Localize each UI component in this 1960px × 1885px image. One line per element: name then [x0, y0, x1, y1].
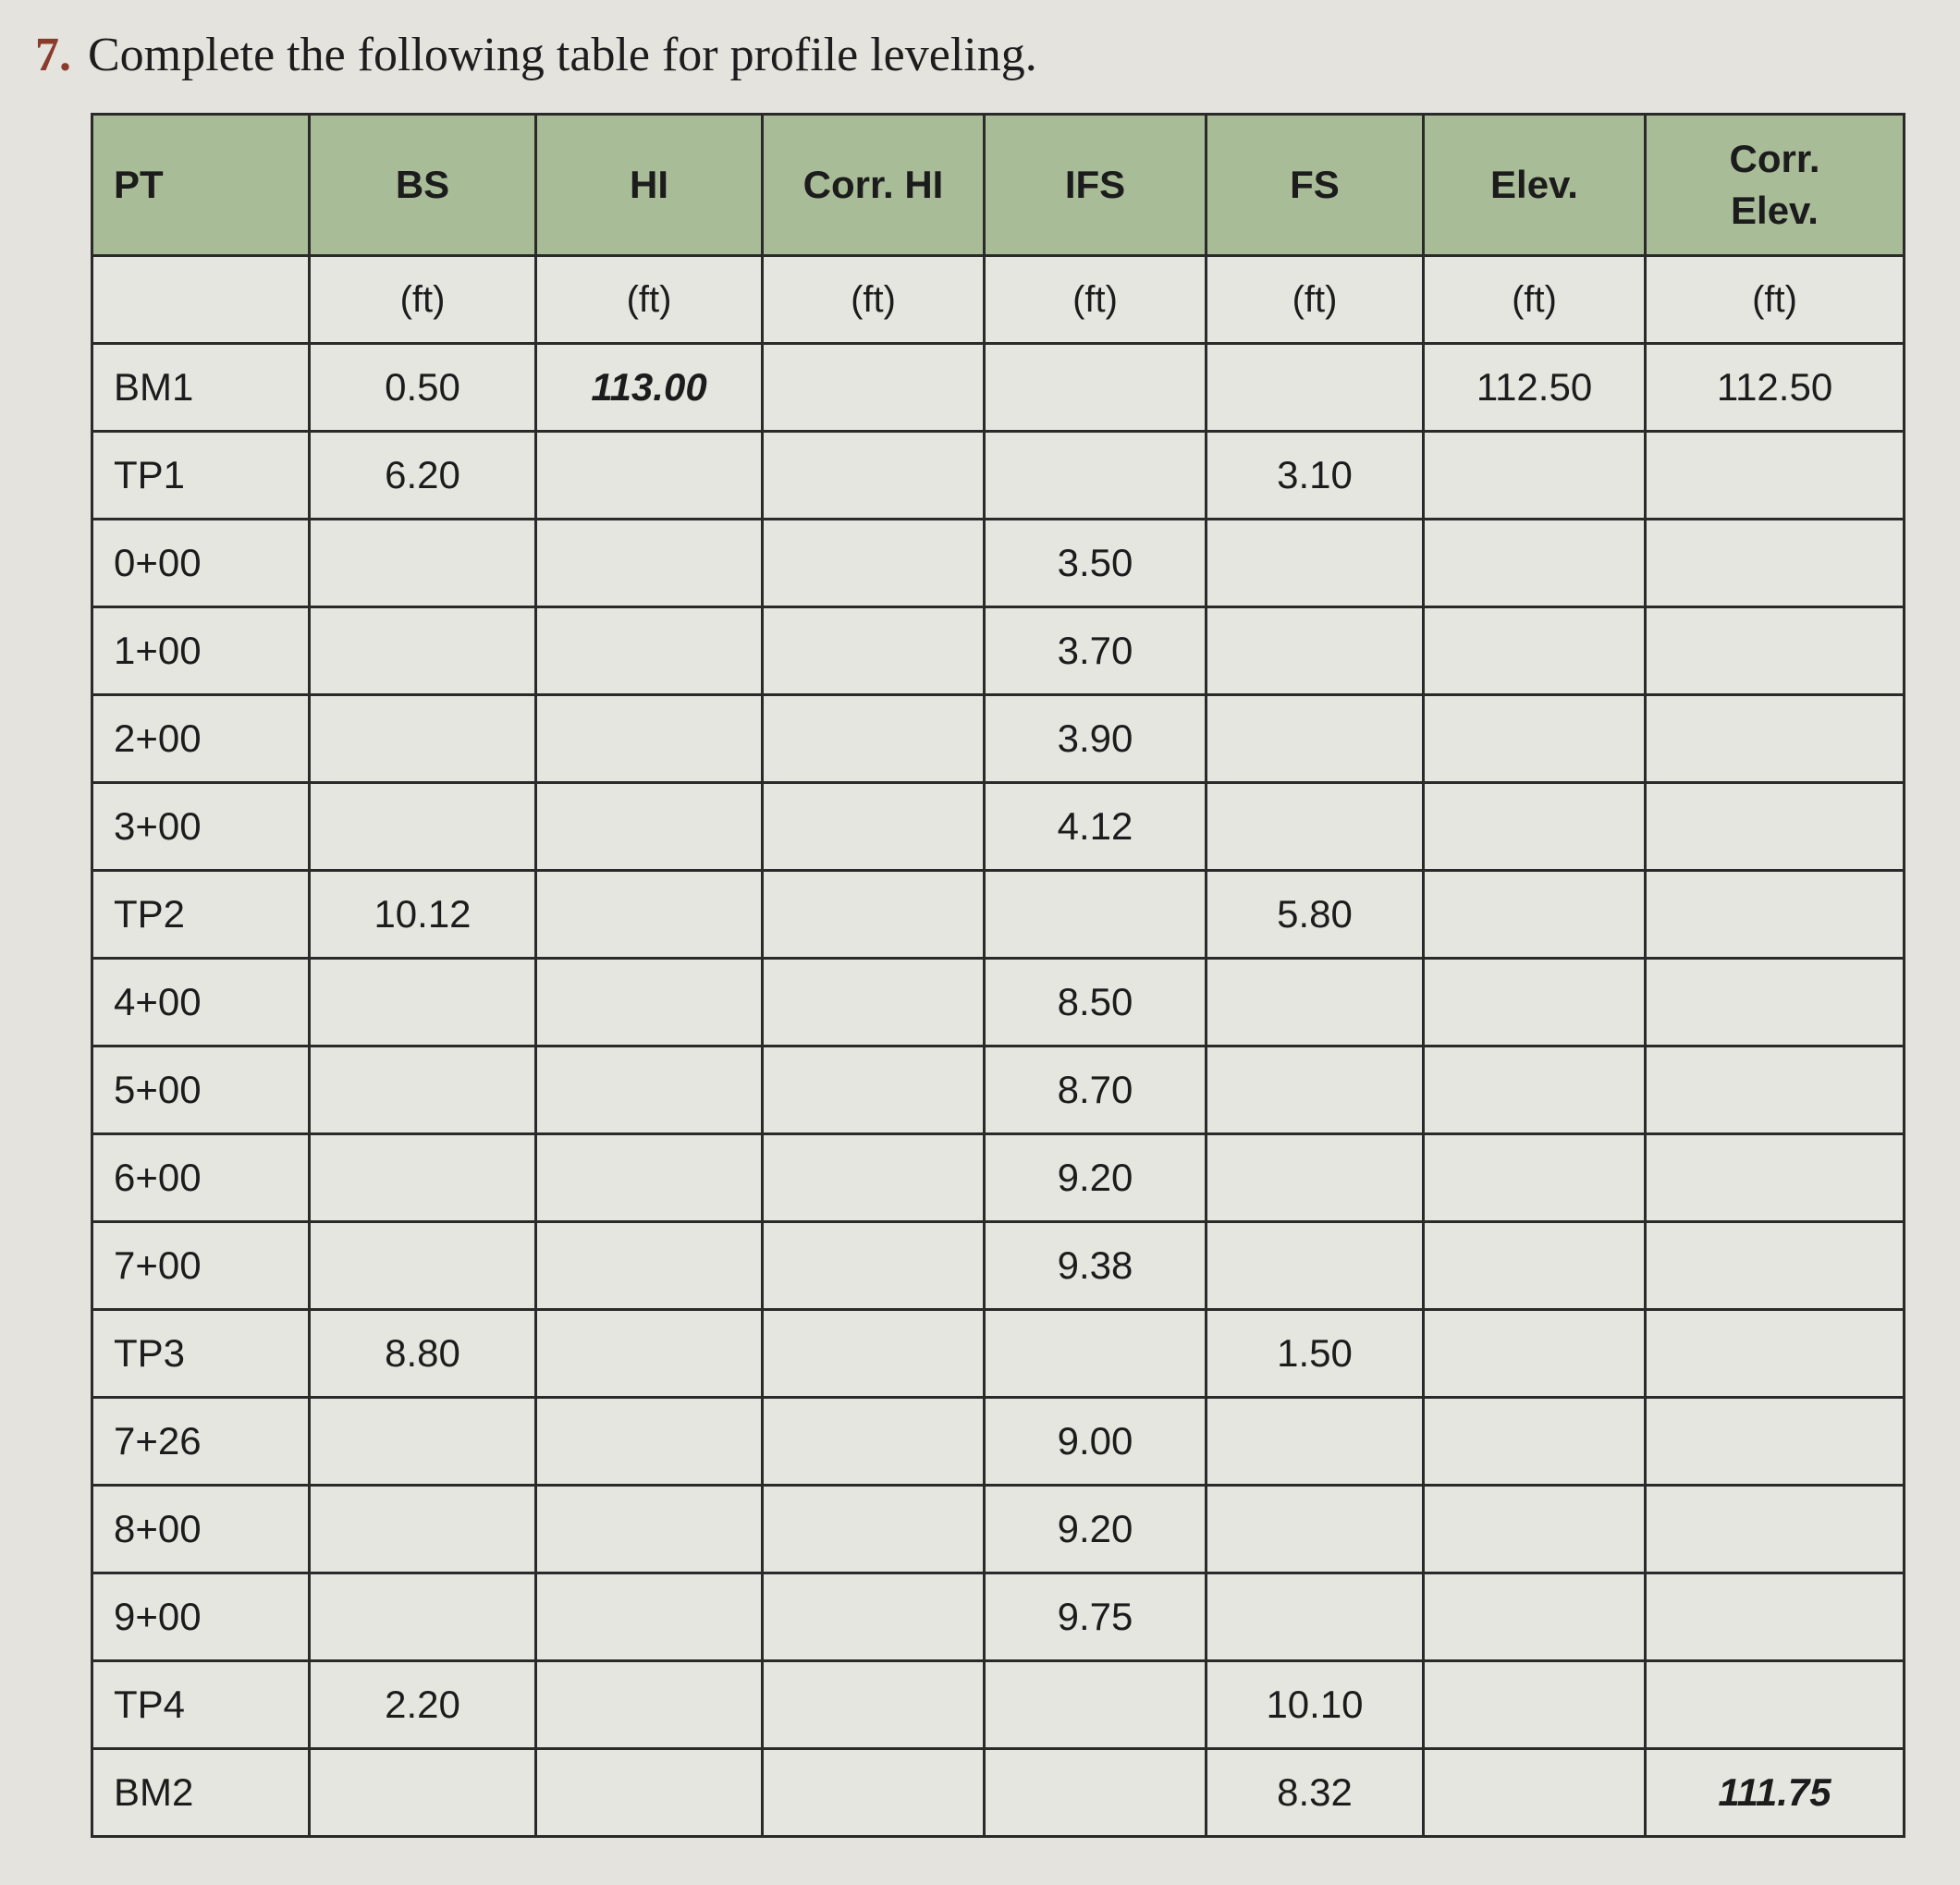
unit-label [92, 256, 310, 344]
table-cell: 10.10 [1207, 1661, 1424, 1749]
table-cell [536, 1486, 763, 1573]
column-header-ifs: IFS [985, 115, 1207, 256]
table-row [92, 1486, 1905, 1573]
table-cell [763, 959, 985, 1047]
table-cell [1646, 1573, 1905, 1661]
column-header-hi: HI [536, 115, 763, 256]
table-cell [1424, 783, 1646, 871]
table-cell [1207, 959, 1424, 1047]
table-cell [1646, 607, 1905, 695]
table-body [92, 344, 1905, 1837]
table-cell [1207, 344, 1424, 432]
table-cell: 112.50 [1646, 344, 1905, 432]
question-heading [35, 28, 1037, 82]
table-cell: 113.00 [536, 344, 763, 432]
point-label-cell: 8+00 [92, 1486, 310, 1573]
table-cell: 9.00 [985, 1398, 1207, 1486]
table-cell [536, 607, 763, 695]
table-cell [1207, 695, 1424, 783]
table-row [92, 1661, 1905, 1749]
table-row [92, 520, 1905, 607]
table-cell [763, 1047, 985, 1134]
table-cell [1424, 695, 1646, 783]
table-cell [1646, 1222, 1905, 1310]
table-cell [1424, 1486, 1646, 1573]
table-cell [1424, 520, 1646, 607]
point-label-cell: 9+00 [92, 1573, 310, 1661]
table-cell [310, 783, 536, 871]
table-cell: 9.20 [985, 1134, 1207, 1222]
table-cell [310, 695, 536, 783]
table-cell [536, 695, 763, 783]
table-cell [310, 1222, 536, 1310]
table-row [92, 783, 1905, 871]
table-cell [1424, 432, 1646, 520]
table-cell [1207, 1134, 1424, 1222]
table-cell [763, 871, 985, 959]
table-row [92, 1573, 1905, 1661]
point-label-cell: 3+00 [92, 783, 310, 871]
table-cell [763, 520, 985, 607]
table-row [92, 1134, 1905, 1222]
table-cell [1646, 959, 1905, 1047]
table-row [92, 1398, 1905, 1486]
table-cell [763, 1310, 985, 1398]
point-label-cell: TP2 [92, 871, 310, 959]
point-label-cell: BM2 [92, 1749, 310, 1837]
table-cell [536, 1134, 763, 1222]
unit-label: (ft) [1424, 256, 1646, 344]
point-label-cell: 2+00 [92, 695, 310, 783]
table-cell [1424, 1661, 1646, 1749]
table-cell [310, 1749, 536, 1837]
point-label-cell: 0+00 [92, 520, 310, 607]
table-cell [1646, 1134, 1905, 1222]
profile-leveling-table [91, 113, 1905, 1838]
unit-label: (ft) [310, 256, 536, 344]
table-cell [536, 1310, 763, 1398]
table-cell [1207, 607, 1424, 695]
table-cell [536, 1573, 763, 1661]
table-cell [536, 783, 763, 871]
table-row [92, 1047, 1905, 1134]
table-cell: 112.50 [1424, 344, 1646, 432]
question-number: 7. [35, 29, 71, 81]
table-cell: 8.50 [985, 959, 1207, 1047]
point-label-cell: BM1 [92, 344, 310, 432]
table-cell [310, 959, 536, 1047]
table-cell: 0.50 [310, 344, 536, 432]
table-cell [1424, 1047, 1646, 1134]
table-row [92, 432, 1905, 520]
table-cell [1646, 1310, 1905, 1398]
table-cell [1646, 1486, 1905, 1573]
table-cell [536, 871, 763, 959]
column-header-pt: PT [92, 115, 310, 256]
table-cell [310, 1047, 536, 1134]
table-cell [1646, 520, 1905, 607]
table-cell [763, 1749, 985, 1837]
point-label-cell: TP3 [92, 1310, 310, 1398]
table-cell [763, 1398, 985, 1486]
table-cell: 4.12 [985, 783, 1207, 871]
table-cell [1646, 695, 1905, 783]
table-cell [985, 871, 1207, 959]
header-row [92, 115, 1905, 256]
table-cell [985, 1749, 1207, 1837]
table-cell [1207, 1398, 1424, 1486]
table-row [92, 1749, 1905, 1837]
table-cell [1424, 1310, 1646, 1398]
table-cell: 9.20 [985, 1486, 1207, 1573]
table-cell [1424, 1222, 1646, 1310]
table-row [92, 1310, 1905, 1398]
table-cell [536, 432, 763, 520]
table-cell: 2.20 [310, 1661, 536, 1749]
table-cell [1646, 871, 1905, 959]
table-cell [1424, 1398, 1646, 1486]
table-cell [310, 607, 536, 695]
table-cell [763, 695, 985, 783]
table-cell [1424, 871, 1646, 959]
table-row [92, 695, 1905, 783]
point-label-cell: 1+00 [92, 607, 310, 695]
table-cell [1646, 432, 1905, 520]
point-label-cell: TP4 [92, 1661, 310, 1749]
table-cell [985, 1310, 1207, 1398]
table-cell [536, 1661, 763, 1749]
table-cell [536, 520, 763, 607]
table-cell: 3.50 [985, 520, 1207, 607]
table-cell [1646, 783, 1905, 871]
table-cell [763, 607, 985, 695]
column-header-corr-hi: Corr. HI [763, 115, 985, 256]
table-row [92, 959, 1905, 1047]
table-cell [1424, 1573, 1646, 1661]
table-cell [763, 1573, 985, 1661]
table-cell: 10.12 [310, 871, 536, 959]
table-cell [310, 1134, 536, 1222]
unit-label: (ft) [763, 256, 985, 344]
table-cell [1207, 783, 1424, 871]
column-header-corr-elev: Corr. Elev. [1646, 115, 1905, 256]
table-cell [310, 1573, 536, 1661]
unit-label: (ft) [536, 256, 763, 344]
point-label-cell: 6+00 [92, 1134, 310, 1222]
table-cell: 9.75 [985, 1573, 1207, 1661]
table-cell [536, 1749, 763, 1837]
question-text: Complete the following table for profile leveling. [88, 29, 1037, 81]
table-cell [310, 1398, 536, 1486]
table-cell [1424, 607, 1646, 695]
table-cell [1424, 1749, 1646, 1837]
table-cell: 111.75 [1646, 1749, 1905, 1837]
column-header-fs: FS [1207, 115, 1424, 256]
table-cell [536, 1398, 763, 1486]
column-header-bs: BS [310, 115, 536, 256]
table-cell: 8.32 [1207, 1749, 1424, 1837]
point-label-cell: TP1 [92, 432, 310, 520]
table-row [92, 871, 1905, 959]
table-cell [763, 1661, 985, 1749]
table-row [92, 607, 1905, 695]
table-cell [985, 432, 1207, 520]
table-cell [763, 344, 985, 432]
table-cell [1207, 1573, 1424, 1661]
point-label-cell: 4+00 [92, 959, 310, 1047]
table-cell [1646, 1398, 1905, 1486]
table-cell: 6.20 [310, 432, 536, 520]
table-cell [310, 1486, 536, 1573]
table-cell [1424, 959, 1646, 1047]
table-cell [1646, 1661, 1905, 1749]
table-cell [536, 959, 763, 1047]
table-cell [763, 1486, 985, 1573]
table-cell [1646, 1047, 1905, 1134]
point-label-cell: 7+00 [92, 1222, 310, 1310]
table-cell [310, 520, 536, 607]
table-cell: 3.10 [1207, 432, 1424, 520]
table-cell [763, 432, 985, 520]
table-cell: 3.70 [985, 607, 1207, 695]
table-cell [536, 1222, 763, 1310]
table-cell [763, 1134, 985, 1222]
table-cell: 8.70 [985, 1047, 1207, 1134]
table-cell [1207, 1047, 1424, 1134]
table-cell [1207, 1486, 1424, 1573]
units-row [92, 256, 1905, 344]
table-row [92, 344, 1905, 432]
unit-label: (ft) [1207, 256, 1424, 344]
point-label-cell: 7+26 [92, 1398, 310, 1486]
unit-label: (ft) [985, 256, 1207, 344]
table-cell [1207, 1222, 1424, 1310]
table-cell: 5.80 [1207, 871, 1424, 959]
table-cell [985, 344, 1207, 432]
table-cell: 3.90 [985, 695, 1207, 783]
column-header-elev: Elev. [1424, 115, 1646, 256]
table-cell [536, 1047, 763, 1134]
table-cell [985, 1661, 1207, 1749]
table-cell [1424, 1134, 1646, 1222]
point-label-cell: 5+00 [92, 1047, 310, 1134]
table-cell: 9.38 [985, 1222, 1207, 1310]
table-row [92, 1222, 1905, 1310]
unit-label: (ft) [1646, 256, 1905, 344]
table-cell [763, 1222, 985, 1310]
table-cell: 1.50 [1207, 1310, 1424, 1398]
table-cell [763, 783, 985, 871]
table-cell: 8.80 [310, 1310, 536, 1398]
table-cell [1207, 520, 1424, 607]
